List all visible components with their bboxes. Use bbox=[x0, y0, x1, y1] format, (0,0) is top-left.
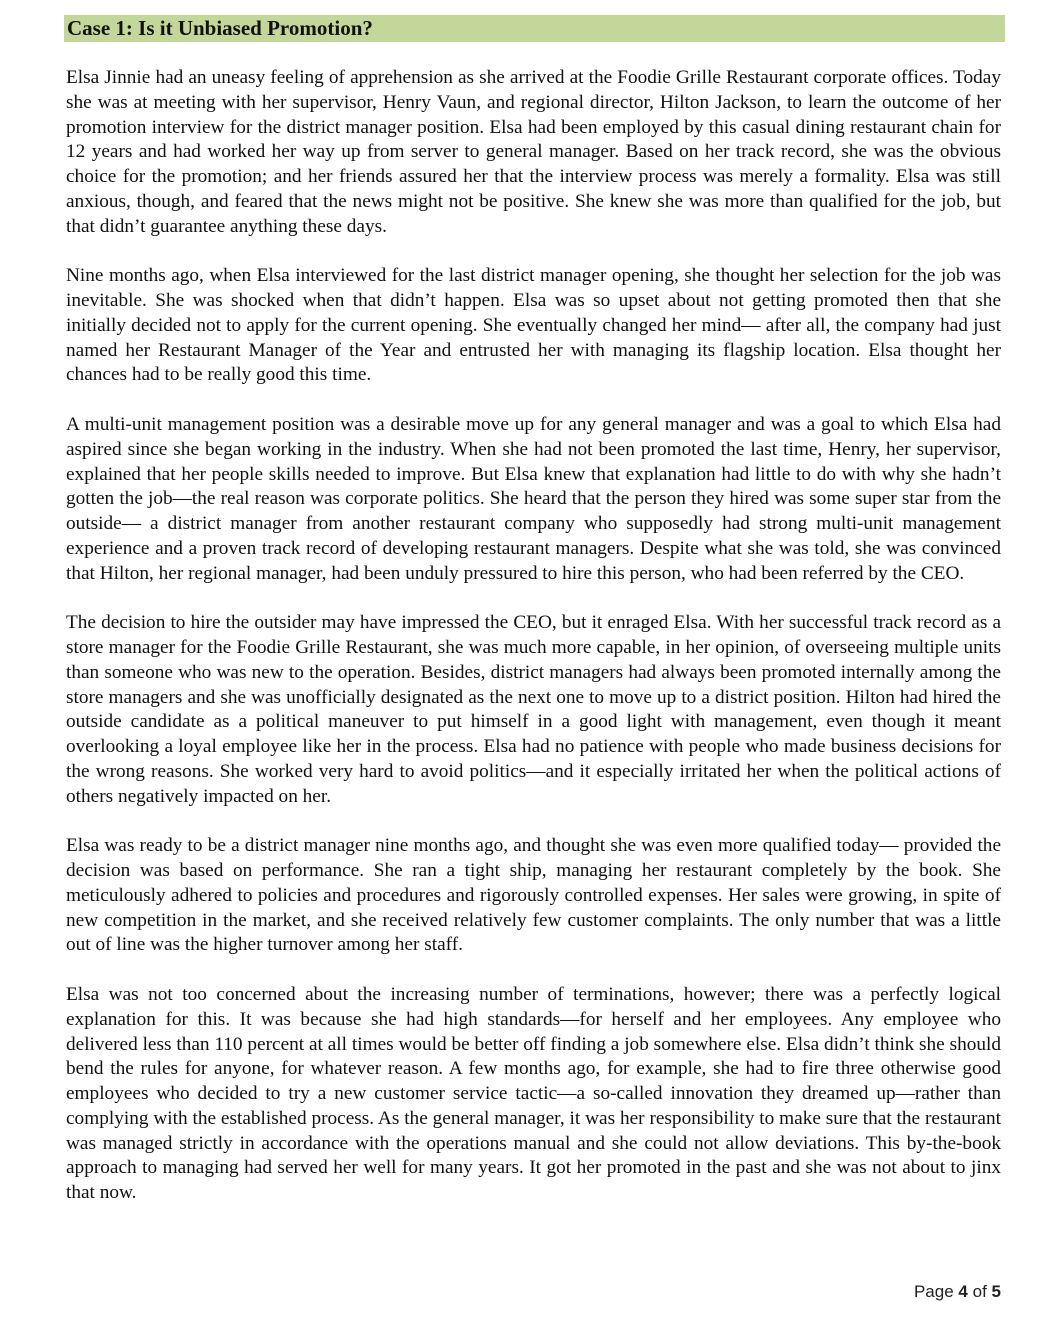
paragraph-6: Elsa was not too concerned about the increasing number of terminations, however; there was a perfectly logical explanation for this. It was because she had high standards—for herself and her employees. Any employee who delivered less than 110 percent at all times would be better off finding a job somewhere else. Elsa didn’t think she should bend the rules for anyone, for whatever reason. A few months ago, for example, she had to fire three otherwise good employees who decided to try a new customer service tactic—a so-called innovation they dreamed up—rather than complying with the established process. As the general manager, it was her responsibility to make sure that the restaurant was managed strictly in accordance with the operations manual and she could not allow deviations. This by-the-book approach to managing had served her well for many years. It got her promoted in the past and she was not about to jinx that now. bbox=[66, 984, 1001, 1203]
paragraph-3: A multi-unit management position was a desirable move up for any general manager and was a goal to which Elsa had aspired since she began working in the industry. When she had not been promoted the last time, Henry, her supervisor, explained that her people skills needed to improve. But Elsa knew that explanation had little to do with why she hadn’t gotten the job—the real reason was corporate politics. She heard that the person they hired was some super star from the outside— a district manager from another restaurant company who supposedly had strong multi-unit management experience and a proven track record of developing restaurant managers. Despite what she was told, she was convinced that Hilton, her regional manager, had been unduly pressured to hire this person, who had been referred by the CEO. bbox=[66, 414, 1001, 584]
paragraph-2: Nine months ago, when Elsa interviewed for the last district manager opening, she thought her selection for the job was inevitable. She was shocked when that didn’t happen. Elsa was so upset about not getting promoted then that she initially decided not to apply for the current opening. She eventually changed her mind— after all, the company had just named her Restaurant Manager of the Year and entrusted her with managing its flagship location. Elsa thought her chances had to be really good this time. bbox=[66, 265, 1001, 386]
page-separator: of bbox=[972, 1282, 987, 1301]
case-body bbox=[66, 66, 1001, 1206]
paragraph-5: Elsa was ready to be a district manager nine months ago, and thought she was even more qualified today— provided the decision was based on performance. She ran a tight ship, managing her restaurant completely by the book. She meticulously adhered to policies and procedures and rigorously controlled expenses. Her sales were growing, in spite of new competition in the market, and she received relatively few customer complaints. The only number that was a little out of line was the higher turnover among her staff. bbox=[66, 835, 1001, 956]
paragraph-4: The decision to hire the outsider may have impressed the CEO, but it enraged Elsa. With her successful track record as a store manager for the Foodie Grille Restaurant, she was much more capable, in her opinion, of overseeing multiple units than someone who was new to the operation. Besides, district managers had always been promoted internally among the store managers and she was unofficially designated as the next one to move up to a district position. Hilton had hired the outside candidate as a political maneuver to put himself in a good light with management, even though it meant overlooking a loyal employee like her in the process. Elsa had no patience with people who made business decisions for the wrong reasons. She worked very hard to avoid politics—and it especially irritated her when the political actions of others negatively impacted on her. bbox=[66, 612, 1001, 807]
case-heading: Case 1: Is it Unbiased Promotion? bbox=[64, 15, 1005, 42]
page-prefix: Page bbox=[913, 1282, 954, 1301]
total-pages: 5 bbox=[991, 1282, 1001, 1301]
page-number bbox=[914, 1281, 1001, 1303]
paragraph-1: Elsa Jinnie had an uneasy feeling of apprehension as she arrived at the Foodie Grille Restaurant corporate offices. Today she was at meeting with her supervisor, Henry Vaun, and regional director, Hilton Jackson, to learn the outcome of her promotion interview for the district manager position. Elsa had been employed by this casual dining restaurant chain for 12 years and had worked her way up from server to general manager. Based on her track record, she was the obvious choice for the promotion; and her friends assured her that the interview process was merely a formality. Elsa was still anxious, though, and feared that the news might not be positive. She knew she was more than qualified for the job, but that didn’t guarantee anything these days. bbox=[66, 67, 1001, 237]
current-page: 4 bbox=[958, 1282, 968, 1301]
